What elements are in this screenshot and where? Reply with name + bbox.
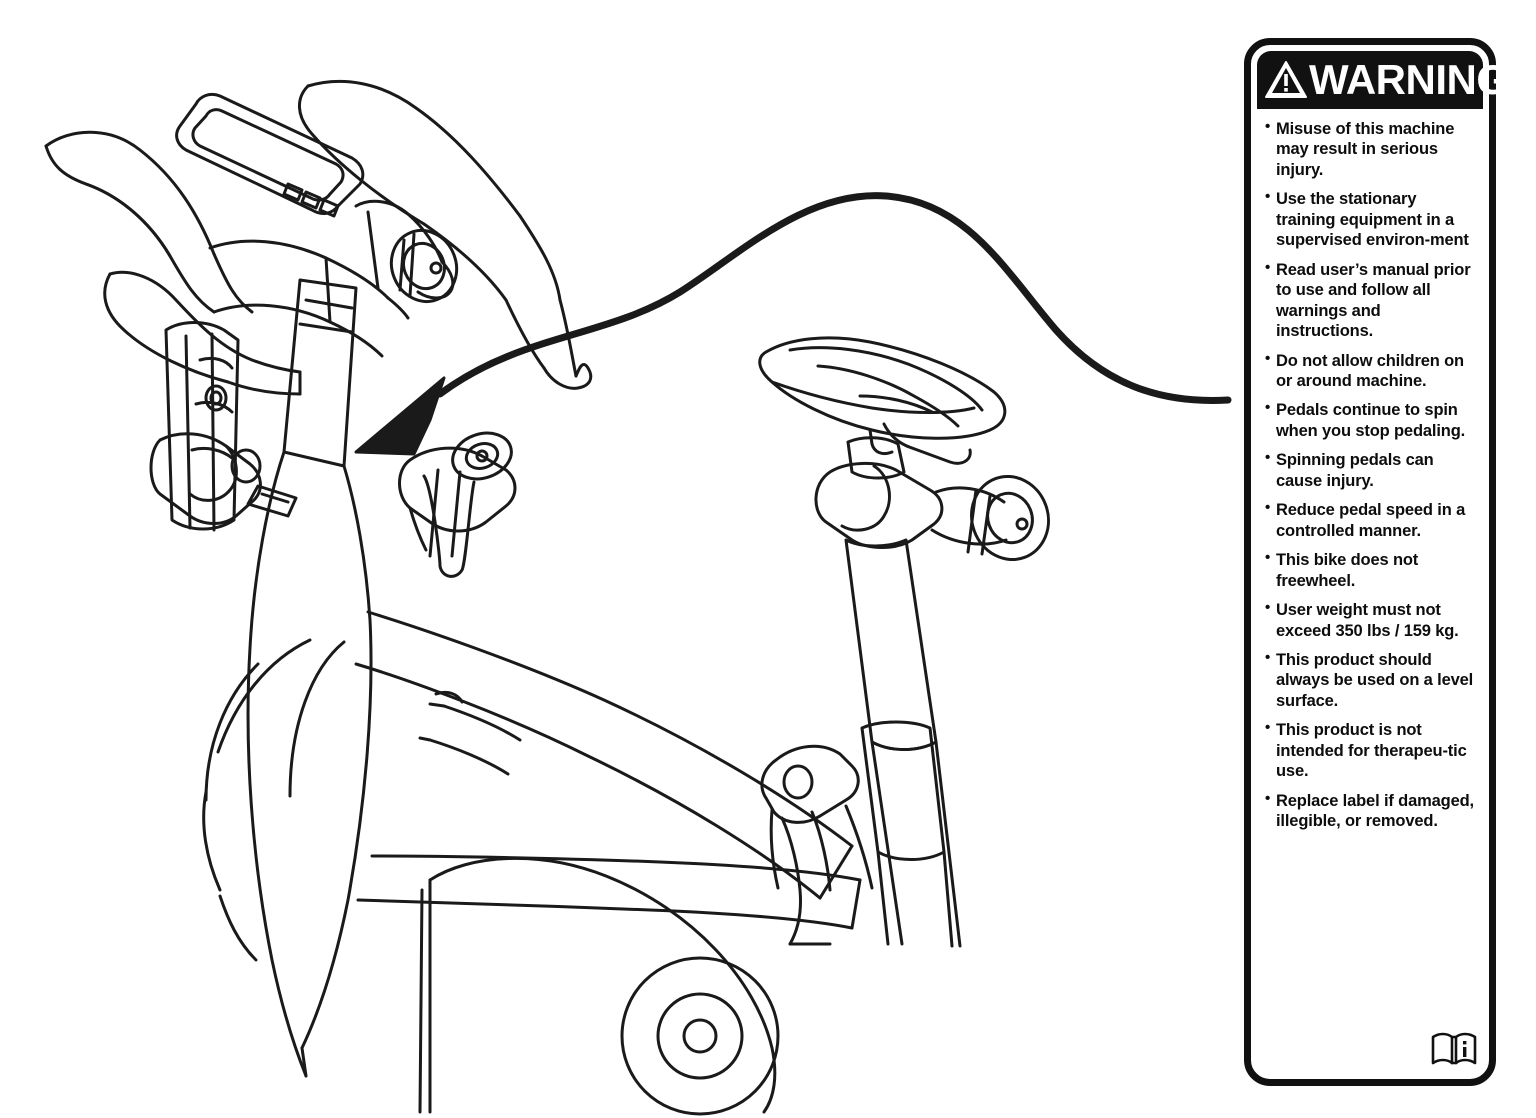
warning-label-body <box>1257 109 1483 1073</box>
read-manual-icon <box>1429 1027 1479 1069</box>
saddle <box>760 338 1005 463</box>
flywheel <box>204 640 344 960</box>
list-item: • Replace label if damaged, illegible, or removed. <box>1265 791 1477 832</box>
console-display <box>177 94 363 216</box>
list-item: • This bike does not freewheel. <box>1265 550 1477 591</box>
warning-triangle-icon <box>1265 60 1307 100</box>
list-item: • User weight must not exceed 350 lbs / 159 kg. <box>1265 600 1477 641</box>
seat-tube <box>762 540 960 946</box>
frame <box>248 452 860 1076</box>
warning-label-header <box>1257 51 1509 109</box>
arrowhead <box>356 378 444 454</box>
warning-bullet-list <box>1265 119 1477 832</box>
list-item: • This product is not intended for therapeu-tic use. <box>1265 720 1477 781</box>
list-item: • This product should always be used on a level surface. <box>1265 650 1477 711</box>
list-item: • Misuse of this machine may result in serious injury. <box>1265 119 1477 180</box>
list-item: • Read user’s manual prior to use and follow all warnings and instructions. <box>1265 260 1477 342</box>
warning-label <box>1244 38 1509 1086</box>
list-item: • Spinning pedals can cause injury. <box>1265 450 1477 491</box>
warning-word: WARNING <box>1309 56 1509 103</box>
handlebar-adjustment-knob <box>356 201 467 311</box>
list-item: • Reduce pedal speed in a controlled manner. <box>1265 500 1477 541</box>
list-item: • Do not allow children on or around machine. <box>1265 351 1477 392</box>
list-item: • Use the stationary training equipment in a supervised environ-ment <box>1265 189 1477 250</box>
handlebars-group <box>46 81 591 394</box>
list-item: • Pedals continue to spin when you stop pedaling. <box>1265 400 1477 441</box>
